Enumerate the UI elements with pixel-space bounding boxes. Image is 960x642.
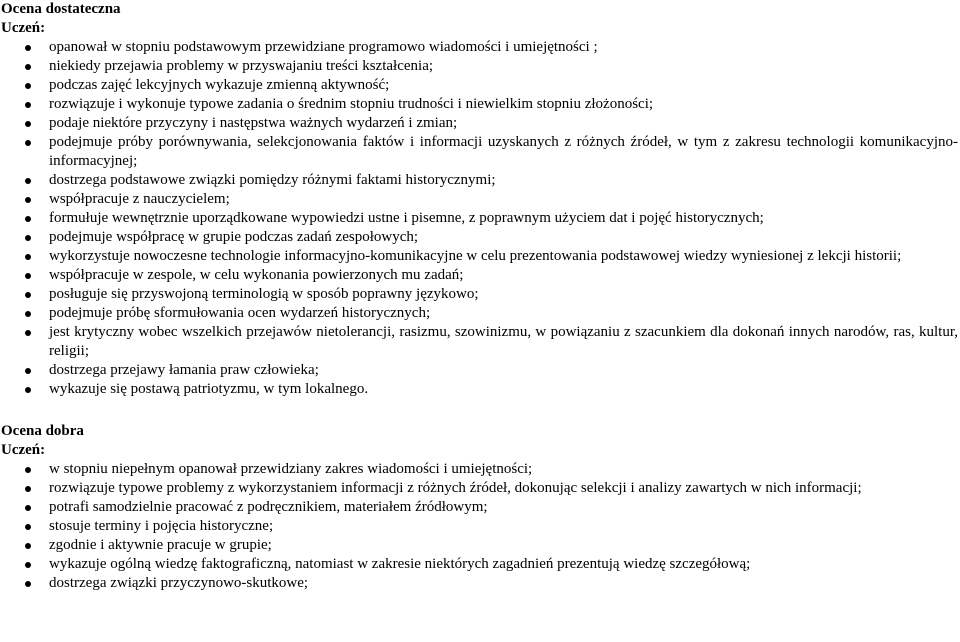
- list-item-text: wykazuje ogólną wiedzę faktograficzną, natomiast w zakresie niektórych zagadnień prezentują wiedzę szczegółową;: [49, 556, 751, 572]
- list-item-text: potrafi samodzielnie pracować z podręcznikiem, materiałem źródłowym;: [49, 499, 488, 515]
- list-item: [1, 38, 960, 57]
- list-item-text: niekiedy przejawia problemy w przyswajaniu treści kształcenia;: [49, 58, 434, 74]
- section-ocena-dobra: [1, 422, 960, 593]
- list-item-text: rozwiązuje typowe problemy z wykorzystaniem informacji z różnych źródeł, dokonując selekcji i analizy zawartych w nich informacji;: [49, 480, 862, 496]
- list-item: [1, 460, 960, 479]
- bullet-icon: [25, 64, 31, 70]
- list-item-text: jest krytyczny wobec wszelkich przejawów nietolerancji, rasizmu, szowinizmu, w powiązaniu z szacunkiem dla dokonań innych narodów, ras, kultur, religii;: [49, 324, 958, 359]
- list-item-text: współpracuje w zespole, w celu wykonania powierzonych mu zadań;: [49, 267, 464, 283]
- list-item: [1, 228, 960, 247]
- list-item-text: formułuje wewnętrznie uporządkowane wypowiedzi ustne i pisemne, z poprawnym użyciem dat i pojęć historycznych;: [49, 210, 764, 226]
- list-item-text: dostrzega podstawowe związki pomiędzy różnymi faktami historycznymi;: [49, 172, 496, 188]
- list-item: [1, 380, 960, 399]
- list-item: [1, 479, 960, 498]
- section-subject-label: Uczeń:: [1, 20, 46, 36]
- bullet-icon: [25, 486, 31, 492]
- list-item: [1, 247, 960, 266]
- criteria-list: [1, 38, 960, 399]
- list-item-text: dostrzega przejawy łamania praw człowieka;: [49, 362, 319, 378]
- bullet-icon: [25, 140, 31, 146]
- list-item-text: podaje niektóre przyczyny i następstwa ważnych wydarzeń i zmian;: [49, 115, 458, 131]
- criteria-list: [1, 460, 960, 593]
- list-item-text: podejmuje współpracę w grupie podczas zadań zespołowych;: [49, 229, 419, 245]
- bullet-icon: [25, 292, 31, 298]
- list-item-text: wykazuje się postawą patriotyzmu, w tym lokalnego.: [49, 381, 369, 397]
- bullet-icon: [25, 273, 31, 279]
- bullet-icon: [25, 543, 31, 549]
- bullet-icon: [25, 197, 31, 203]
- bullet-icon: [25, 330, 31, 336]
- list-item-text: współpracuje z nauczycielem;: [49, 191, 230, 207]
- bullet-icon: [25, 216, 31, 222]
- list-item-text: wykorzystuje nowoczesne technologie informacyjno-komunikacyjne w celu prezentowania podstawowej wiedzy wyniesionej z lekcji historii;: [49, 248, 902, 264]
- list-item-text: posługuje się przyswojoną terminologią w sposób poprawny językowo;: [49, 286, 479, 302]
- bullet-icon: [25, 121, 31, 127]
- list-item: [1, 209, 960, 228]
- list-item: [1, 190, 960, 209]
- list-item: [1, 266, 960, 285]
- list-item: [1, 304, 960, 323]
- bullet-icon: [25, 83, 31, 89]
- list-item-text: w stopniu niepełnym opanował przewidziany zakres wiadomości i umiejętności;: [49, 461, 533, 477]
- section-heading: Ocena dostateczna: [1, 1, 121, 17]
- bullet-icon: [25, 235, 31, 241]
- list-item-text: rozwiązuje i wykonuje typowe zadania o średnim stopniu trudności i niewielkim stopniu złożoności;: [49, 96, 654, 112]
- list-item: [1, 498, 960, 517]
- bullet-icon: [25, 581, 31, 587]
- bullet-icon: [25, 102, 31, 108]
- list-item: [1, 95, 960, 114]
- list-item: [1, 517, 960, 536]
- list-item: [1, 574, 960, 593]
- bullet-icon: [25, 524, 31, 530]
- bullet-icon: [25, 368, 31, 374]
- list-item: [1, 536, 960, 555]
- list-item-text: stosuje terminy i pojęcia historyczne;: [49, 518, 274, 534]
- list-item-text: podczas zajęć lekcyjnych wykazuje zmienną aktywność;: [49, 77, 390, 93]
- bullet-icon: [25, 311, 31, 317]
- list-item: [1, 285, 960, 304]
- bullet-icon: [25, 387, 31, 393]
- bullet-icon: [25, 254, 31, 260]
- list-item: [1, 171, 960, 190]
- list-item-text: zgodnie i aktywnie pracuje w grupie;: [49, 537, 272, 553]
- list-item: [1, 133, 960, 171]
- bullet-icon: [25, 562, 31, 568]
- list-item: [1, 114, 960, 133]
- bullet-icon: [25, 45, 31, 51]
- bullet-icon: [25, 178, 31, 184]
- list-item-text: podejmuje próby porównywania, selekcjonowania faktów i informacji uzyskanych z różnych źródeł, w tym z zakresu technologii komunikacyjno-informacyjnej;: [49, 134, 958, 169]
- list-item-text: opanował w stopniu podstawowym przewidziane programowo wiadomości i umiejętności ;: [49, 39, 598, 55]
- list-item: [1, 323, 960, 361]
- list-item: [1, 361, 960, 380]
- bullet-icon: [25, 467, 31, 473]
- list-item: [1, 76, 960, 95]
- list-item-text: dostrzega związki przyczynowo-skutkowe;: [49, 575, 309, 591]
- list-item-text: podejmuje próbę sformułowania ocen wydarzeń historycznych;: [49, 305, 431, 321]
- section-ocena-dostateczna: [1, 0, 960, 399]
- section-subject-label: Uczeń:: [1, 442, 46, 458]
- list-item: [1, 555, 960, 574]
- bullet-icon: [25, 505, 31, 511]
- list-item: [1, 57, 960, 76]
- section-heading: Ocena dobra: [1, 423, 84, 439]
